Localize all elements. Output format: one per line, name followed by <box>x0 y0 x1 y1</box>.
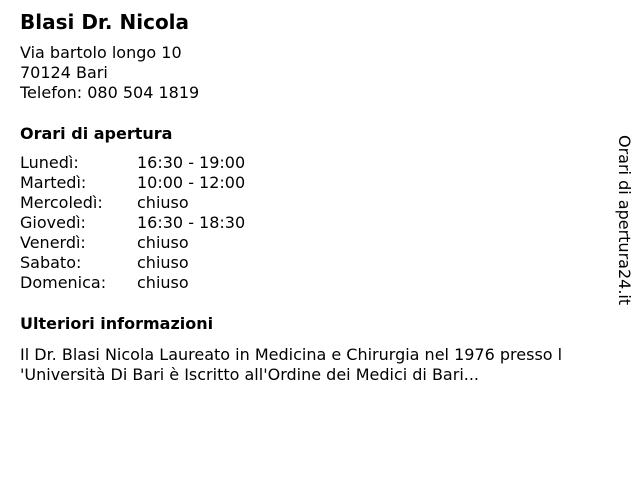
hours-day-label: Martedì: <box>20 173 87 192</box>
business-name: Blasi Dr. Nicola <box>20 10 190 34</box>
site-watermark: Orari di apertura24.it <box>615 135 634 306</box>
phone-number: Telefon: 080 504 1819 <box>20 83 200 102</box>
hours-time-value: 10:00 - 12:00 <box>137 173 246 192</box>
hours-time-value: chiuso <box>137 253 189 272</box>
address-city: 70124 Bari <box>20 63 108 82</box>
opening-hours-heading: Orari di apertura <box>20 124 173 143</box>
hours-time-value: chiuso <box>137 193 189 212</box>
hours-day-label: Domenica: <box>20 273 107 292</box>
hours-day-label: Sabato: <box>20 253 82 272</box>
hours-day-label: Mercoledì: <box>20 193 103 212</box>
more-info-text <box>20 345 620 385</box>
more-info-heading: Ulteriori informazioni <box>20 314 214 333</box>
more-info-line: Il Dr. Blasi Nicola Laureato in Medicina e Chirurgia nel 1976 presso l <box>20 345 563 364</box>
hours-time-value: 16:30 - 18:30 <box>137 213 246 232</box>
address-block <box>20 43 199 103</box>
hours-day-label: Venerdì: <box>20 233 86 252</box>
hours-day-label: Lunedì: <box>20 153 79 172</box>
more-info-line: 'Università Di Bari è Iscritto all'Ordine dei Medici di Bari... <box>20 365 480 384</box>
address-street: Via bartolo longo 10 <box>20 43 182 62</box>
hours-day-label: Giovedì: <box>20 213 86 232</box>
hours-time-value: chiuso <box>137 233 189 252</box>
hours-time-value: chiuso <box>137 273 189 292</box>
hours-time-value: 16:30 - 19:00 <box>137 153 246 172</box>
